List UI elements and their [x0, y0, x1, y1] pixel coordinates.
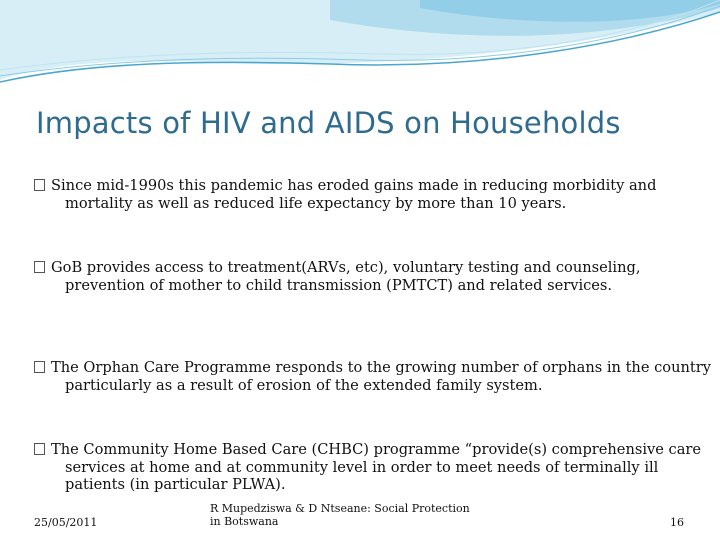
checkbox-bullet-icon — [34, 179, 45, 191]
bullet-text: Since mid-1990s this pandemic has eroded gains made in reducing morbidity and mortality as well as reduced life expectancy by more than 10 years. — [51, 177, 657, 212]
footer-date: 25/05/2011 — [34, 516, 98, 529]
page-number: 16 — [670, 516, 684, 529]
checkbox-bullet-icon — [34, 361, 45, 373]
checkbox-bullet-icon — [34, 443, 45, 455]
footer-author: R Mupedziswa & D Ntseane: Social Protection in Botswana — [210, 502, 470, 528]
bullet-item — [34, 259, 715, 294]
bullet-item — [34, 441, 715, 494]
header-wave-decoration — [0, 0, 720, 95]
bullet-text: The Orphan Care Programme responds to the growing number of orphans in the country particularly as a result of erosion of the extended family system. — [51, 359, 711, 394]
bullet-item — [34, 177, 715, 212]
bullet-text: GoB provides access to treatment(ARVs, etc), voluntary testing and counseling, prevention of mother to child transmission (PMTCT) and related services. — [51, 259, 641, 294]
slide-title: Impacts of HIV and AIDS on Households — [36, 106, 621, 140]
bullet-text: The Community Home Based Care (CHBC) programme “provide(s) comprehensive care services at home and at community level in order to meet needs of terminally ill patients (in particular PLWA). — [51, 441, 702, 493]
bullet-item — [34, 359, 715, 394]
checkbox-bullet-icon — [34, 261, 45, 273]
